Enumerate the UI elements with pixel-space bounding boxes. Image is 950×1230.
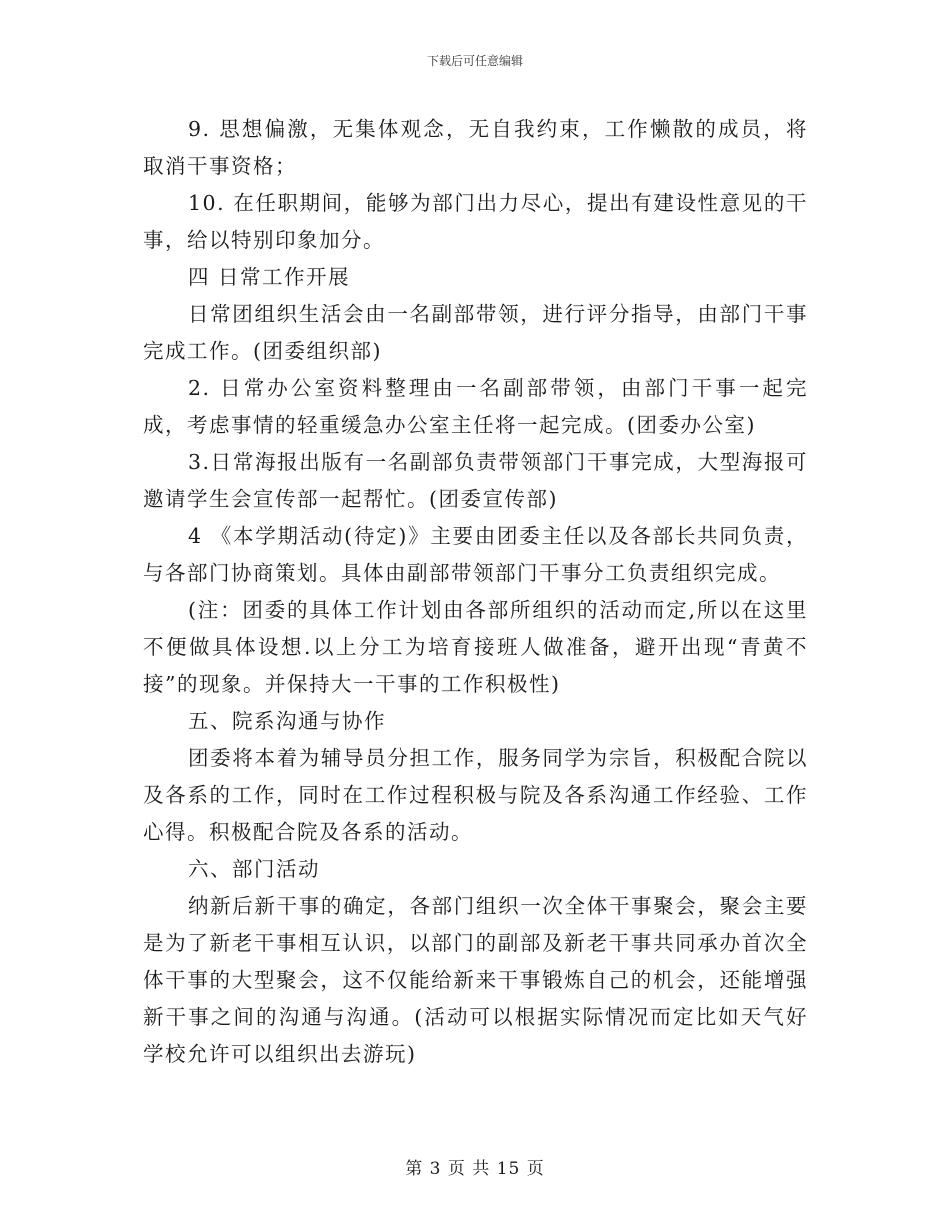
paragraph-item-10: 10. 在任职期间，能够为部门出力尽心，提出有建设性意见的干事，给以特别印象加分。 — [143, 191, 808, 252]
paragraph-note: (注：团委的具体工作计划由各部所组织的活动而定,所以在这里不便做具体设想.以上分工为培育接班人做准备，避开出现“青黄不接”的现象。并保持大一干事的工作积极性) — [143, 598, 808, 696]
page-header: 下载后可任意编辑 — [426, 54, 523, 68]
paragraph-activities: 纳新后新干事的确定，各部门组织一次全体干事聚会，聚会主要是为了新老干事相互认识，以部门的副部及新老干事共同承办首次全体干事的大型聚会，这不仅能给新来干事锻炼自己的机会，还能增强新干事之间的沟通与沟通。(活动可以根据实际情况而定比如天气好学校允许可以组织出去游玩) — [143, 894, 808, 1066]
section-heading-communication: 五、院系沟通与协作 — [188, 709, 386, 733]
section-heading-activities: 六、部门活动 — [188, 857, 320, 881]
document-body — [143, 111, 808, 1073]
paragraph-daily-organization: 日常团组织生活会由一名副部带领，进行评分指导，由部门干事完成工作。(团委组织部) — [143, 302, 808, 363]
section-heading-daily-work: 四 日常工作开展 — [188, 265, 351, 289]
paragraph-communication: 团委将本着为辅导员分担工作，服务同学为宗旨，积极配合院以及各系的工作，同时在工作过程积极与院及各系沟通工作经验、工作心得。积极配合院及各系的活动。 — [143, 746, 808, 844]
paragraph-item-9: 9. 思想偏激，无集体观念，无自我约束，工作懒散的成员，将取消干事资格； — [143, 117, 808, 178]
paragraph-daily-poster: 3.日常海报出版有一名副部负责带领部门干事完成，大型海报可邀请学生会宣传部一起帮忙。(团委宣传部) — [143, 450, 808, 511]
paragraph-daily-office: 2. 日常办公室资料整理由一名副部带领，由部门干事一起完成，考虑事情的轻重缓急办公室主任将一起完成。(团委办公室) — [143, 376, 808, 437]
paragraph-semester-activities: 4 《本学期活动(待定)》主要由团委主任以及各部长共同负责，与各部门协商策划。具体由副部带领部门干事分工负责组织完成。 — [143, 524, 808, 585]
page-number-footer: 第 3 页 共 15 页 — [405, 1159, 545, 1179]
